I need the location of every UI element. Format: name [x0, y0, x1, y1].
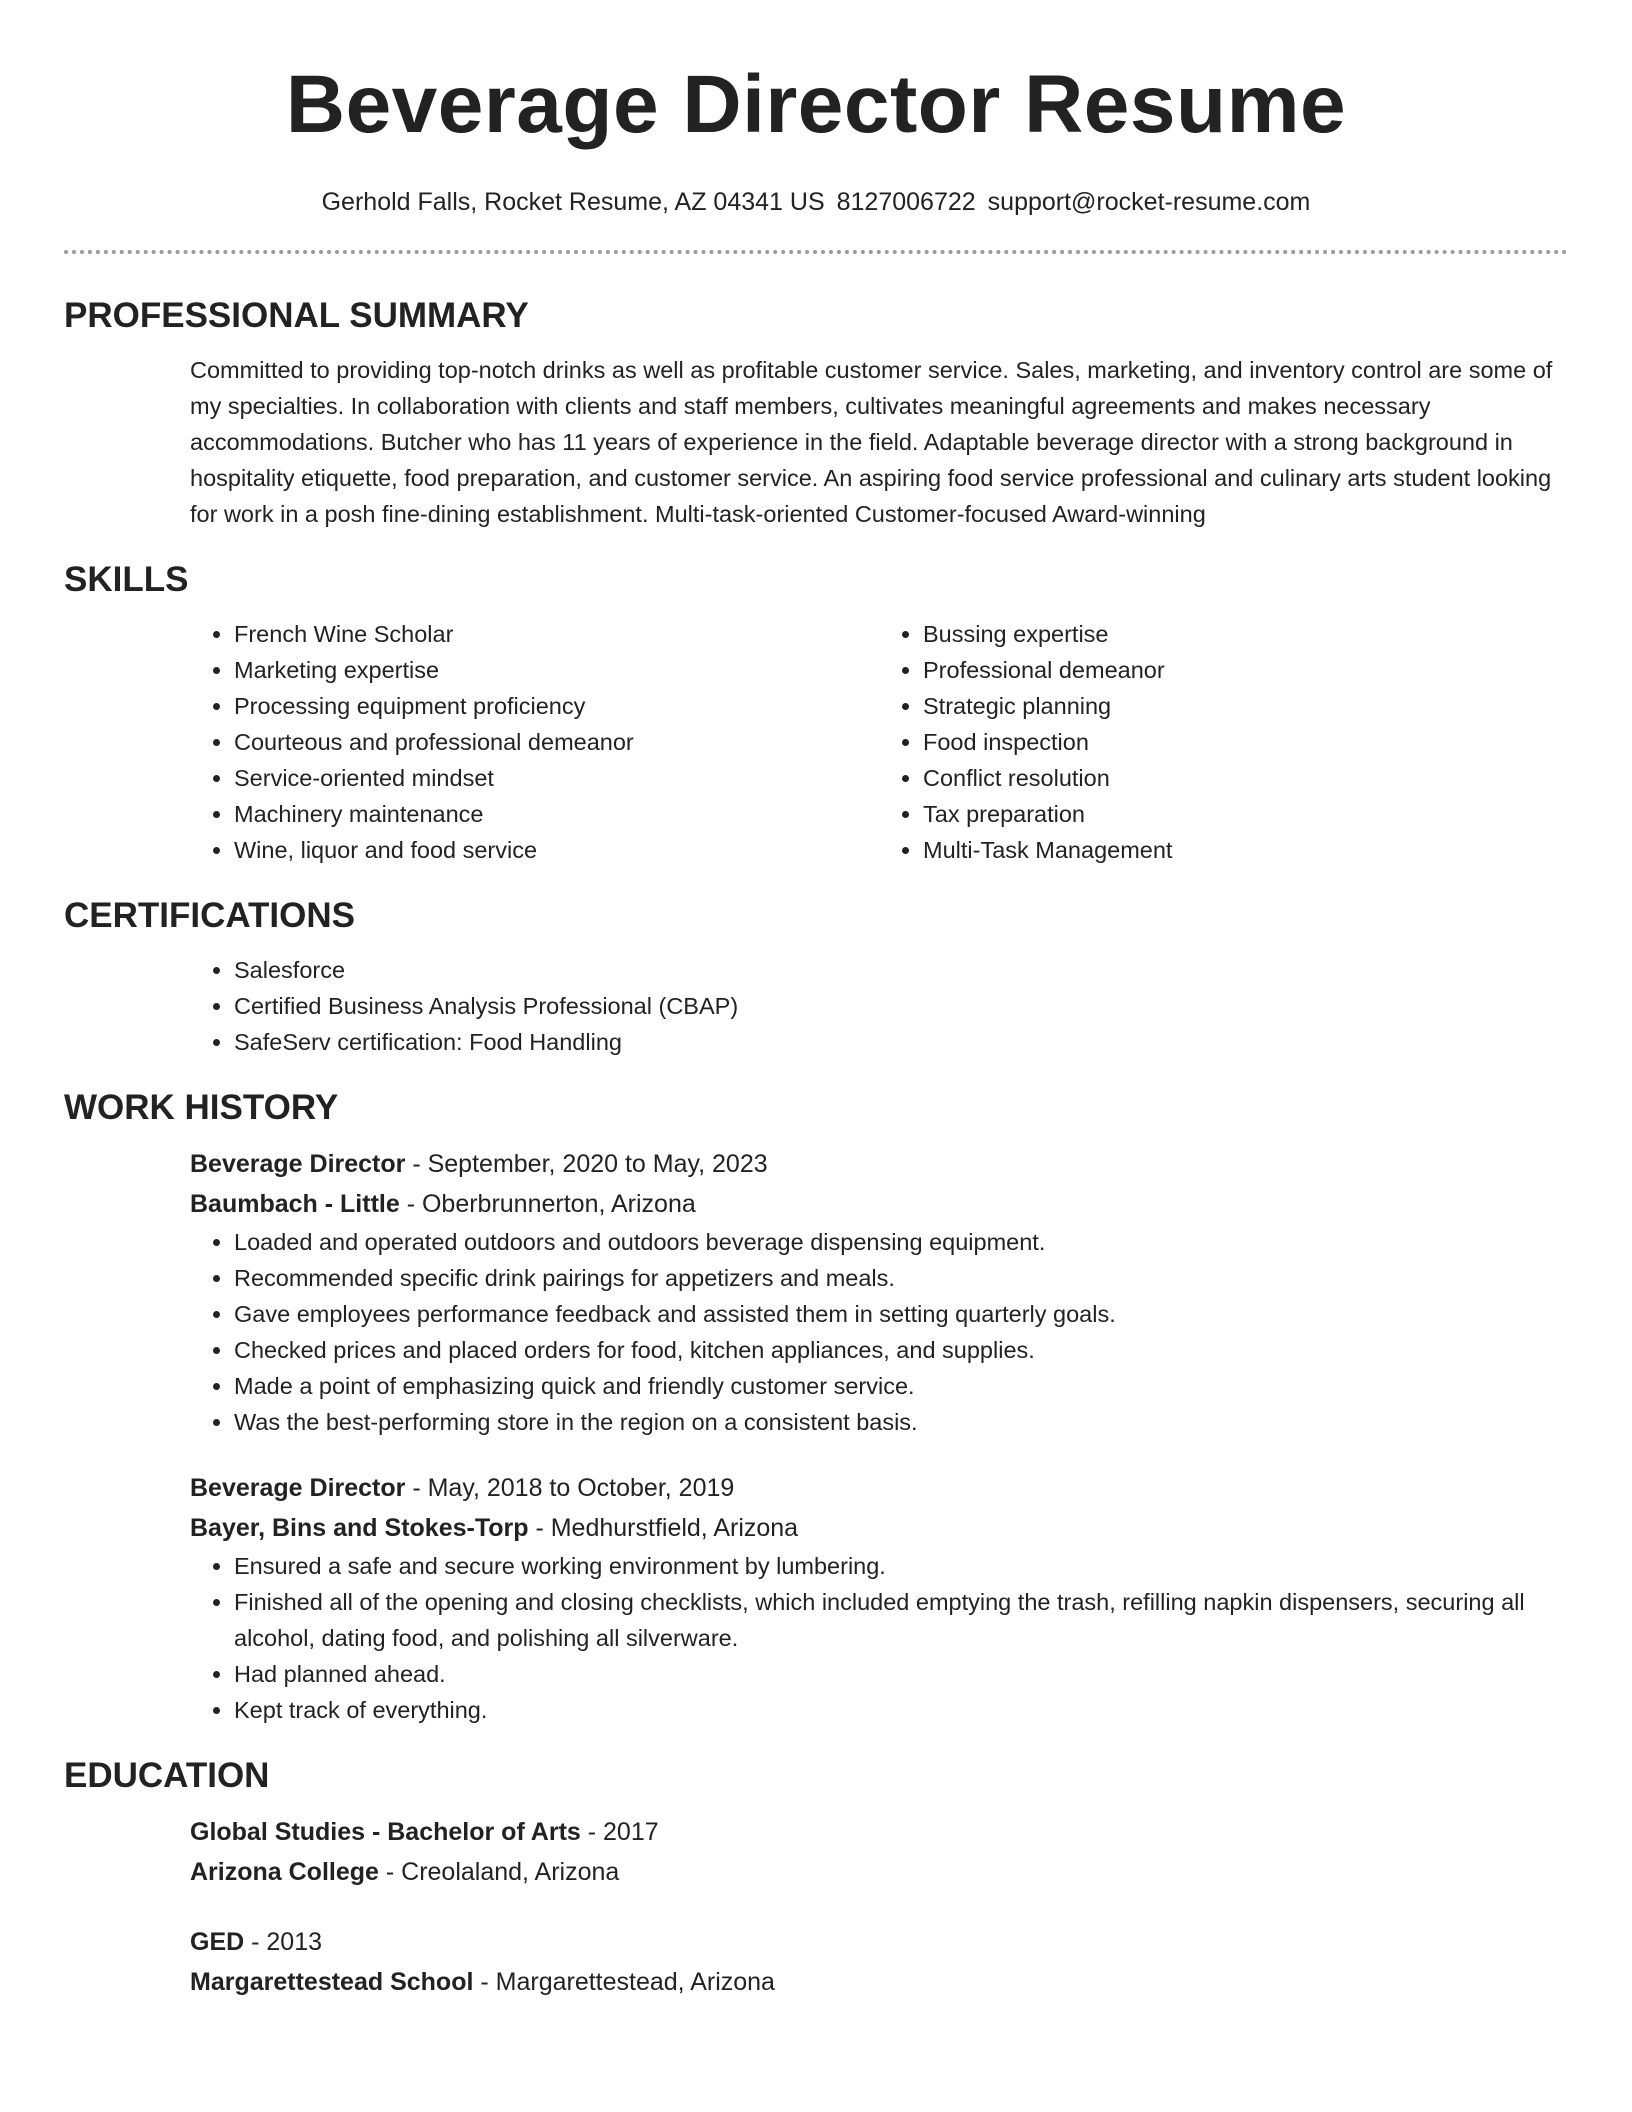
- contact-email[interactable]: support@rocket-resume.com: [987, 188, 1311, 216]
- job-bullet: • Made a point of emphasizing quick and friendly customer service.: [234, 1368, 1568, 1404]
- skill-item: • Courteous and professional demeanor: [234, 724, 879, 760]
- job-role: Beverage Director: [190, 1150, 406, 1178]
- job-bullet: • Finished all of the opening and closing checklists, which included emptying the trash, refilling napkin dispensers, securing all alcohol, dating food, and polishing all silverware.: [234, 1584, 1568, 1656]
- section-heading-certifications: CERTIFICATIONS: [64, 896, 356, 935]
- job-company: Bayer, Bins and Stokes-Torp: [190, 1514, 529, 1542]
- summary-section: [64, 294, 1568, 532]
- job-bullet: • Recommended specific drink pairings for appetizers and meals.: [234, 1260, 1568, 1296]
- contact-line: [64, 186, 1568, 218]
- job-title-line: [190, 1144, 1568, 1184]
- job-bullets: [190, 1548, 1568, 1728]
- skills-list-right: [879, 616, 1568, 868]
- education-year: - 2013: [244, 1928, 323, 1956]
- education-entry: [64, 1922, 1568, 2002]
- job-bullet: • Was the best-performing store in the region on a consistent basis.: [234, 1404, 1568, 1440]
- skill-item: • Processing equipment proficiency: [234, 688, 879, 724]
- section-heading-work: WORK HISTORY: [64, 1088, 339, 1127]
- job-title-line: [190, 1468, 1568, 1508]
- job-bullet: • Kept track of everything.: [234, 1692, 1568, 1728]
- skills-columns: [64, 616, 1568, 868]
- skill-item: • Service-oriented mindset: [234, 760, 879, 796]
- skill-item: • Marketing expertise: [234, 652, 879, 688]
- certifications-section: [64, 894, 1568, 1060]
- section-heading-summary: PROFESSIONAL SUMMARY: [64, 296, 529, 335]
- section-heading-skills: SKILLS: [64, 560, 189, 599]
- education-section: [64, 1754, 1568, 2002]
- skills-section: [64, 558, 1568, 868]
- contact-address: Gerhold Falls, Rocket Resume, AZ 04341 US: [321, 188, 825, 216]
- resume-header: [64, 0, 1568, 218]
- job-bullet: • Loaded and operated outdoors and outdoors beverage dispensing equipment.: [234, 1224, 1568, 1260]
- education-year: - 2017: [580, 1818, 659, 1846]
- job-entry: [64, 1144, 1568, 1440]
- skill-item: • Strategic planning: [923, 688, 1568, 724]
- job-company: Baumbach - Little: [190, 1190, 400, 1218]
- education-school-line: [190, 1852, 1568, 1892]
- certification-item: • Certified Business Analysis Professional (CBAP): [234, 988, 1568, 1024]
- page-title: Beverage Director Resume: [285, 59, 1347, 150]
- skill-item: • Machinery maintenance: [234, 796, 879, 832]
- job-dates: - September, 2020 to May, 2023: [405, 1150, 768, 1178]
- skill-item: • Professional demeanor: [923, 652, 1568, 688]
- job-bullet: • Ensured a safe and secure working environment by lumbering.: [234, 1548, 1568, 1584]
- summary-text: Committed to providing top-notch drinks as well as profitable customer service. Sales, marketing, and inventory control are some of my specialties. In collaboration with clients and staff members, cultivates meaningful agreements and makes necessary accommodations. Butcher who has 11 years of experience in the field. Adaptable beverage director with a strong background in hospitality etiquette, food preparation, and customer service. An aspiring food service professional and culinary arts student looking for work in a posh fine-dining establishment. Multi-task-oriented Customer-focused Award-winning: [190, 357, 1553, 527]
- education-location: - Creolaland, Arizona: [378, 1858, 620, 1886]
- job-bullets: [190, 1224, 1568, 1440]
- certifications-list: [190, 952, 1568, 1060]
- education-degree: Global Studies - Bachelor of Arts: [190, 1818, 581, 1846]
- job-location: - Medhurstfield, Arizona: [528, 1514, 799, 1542]
- job-role: Beverage Director: [190, 1474, 406, 1502]
- skill-item: • Multi-Task Management: [923, 832, 1568, 868]
- work-history-section: [64, 1086, 1568, 1728]
- skills-list-left: [190, 616, 879, 868]
- contact-phone[interactable]: 8127006722: [836, 188, 976, 216]
- job-bullet: • Had planned ahead.: [234, 1656, 1568, 1692]
- skill-item: • Wine, liquor and food service: [234, 832, 879, 868]
- skill-item: • French Wine Scholar: [234, 616, 879, 652]
- job-bullet: • Gave employees performance feedback and assisted them in setting quarterly goals.: [234, 1296, 1568, 1332]
- job-company-line: [190, 1184, 1568, 1224]
- education-school-line: [190, 1962, 1568, 2002]
- education-entry: [64, 1812, 1568, 1892]
- skill-item: • Tax preparation: [923, 796, 1568, 832]
- job-bullet: • Checked prices and placed orders for food, kitchen appliances, and supplies.: [234, 1332, 1568, 1368]
- job-company-line: [190, 1508, 1568, 1548]
- education-degree-line: [190, 1922, 1568, 1962]
- skill-item: • Bussing expertise: [923, 616, 1568, 652]
- job-location: - Oberbrunnerton, Arizona: [399, 1190, 696, 1218]
- skill-item: • Food inspection: [923, 724, 1568, 760]
- skill-item: • Conflict resolution: [923, 760, 1568, 796]
- certification-item: • SafeServ certification: Food Handling: [234, 1024, 1568, 1060]
- education-degree: GED: [190, 1928, 245, 1956]
- education-location: - Margarettestead, Arizona: [473, 1968, 775, 1996]
- education-degree-line: [190, 1812, 1568, 1852]
- education-school: Margarettestead School: [190, 1968, 474, 1996]
- job-dates: - May, 2018 to October, 2019: [405, 1474, 735, 1502]
- section-heading-education: EDUCATION: [64, 1756, 270, 1795]
- job-entry: [64, 1468, 1568, 1728]
- certification-item: • Salesforce: [234, 952, 1568, 988]
- header-divider: [64, 250, 1568, 254]
- education-school: Arizona College: [190, 1858, 379, 1886]
